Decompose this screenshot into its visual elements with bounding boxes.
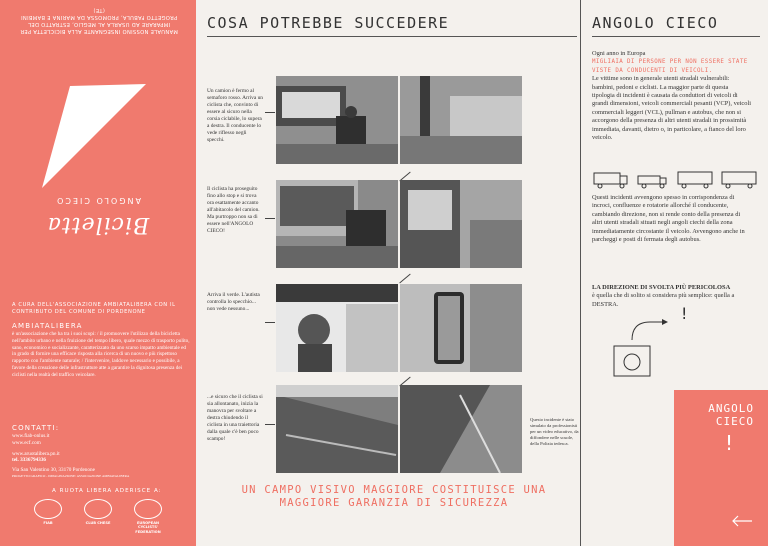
step-2-photo-right bbox=[400, 180, 522, 268]
step-1-dash bbox=[265, 112, 275, 113]
step-3-photo-right bbox=[400, 284, 522, 372]
contact-phone: tel. 3336794336 bbox=[12, 457, 47, 464]
contacts-block bbox=[12, 433, 190, 479]
contact-web-1[interactable]: www.fiab-onlus.it bbox=[12, 433, 50, 439]
contact-address: Via San Valentino 30, 33170 Pordenone bbox=[12, 467, 95, 474]
step-4-dash bbox=[265, 424, 275, 425]
paragraph-2: Questi incidenti avvengono spesso in corrispondenza di incroci, confluenze e rotatorie allorché il conducente, cambiando direzione, non si rende conto della presenza di altri utenti stradali situati negli angoli ciechi della zona immediatamente circostante il veicolo. Avvengono anche in parcheggi e posti di fermata degli autobus. bbox=[592, 194, 745, 244]
step-1-text: Un camion è fermo al semaforo rosso. Arriva un ciclista che, convinto di essere al sicuro nella corsia ciclabile, lo supera a destra. Il conducente lo vede riflesso negli specchi. bbox=[207, 88, 263, 143]
middle-title-rule bbox=[207, 36, 577, 37]
step-3-photo-left bbox=[276, 284, 398, 372]
intro-body: Le vittime sono in generale utenti stradali vulnerabili: bambini, pedoni e ciclisti. La maggior parte di questa tipologia di incidenti è causata da conduttori di veicoli di grandi dimensioni, veicoli commerciali pesanti (VCP), veicoli commerciali leggeri (VCL), pullman e autobus, che non si accorgono della presenza di altri utenti stradali in prossimità immediata, davanti, dietro o, in particolare, a fianco del loro veicolo. bbox=[592, 75, 752, 142]
step-3-text: Arriva il verde. L'autista controlla lo specchio... non vede nessuno... bbox=[207, 292, 260, 312]
association-title: AMBIATALIBERA bbox=[12, 322, 83, 330]
step-2-text: Il ciclista ha proseguito fino allo stop e si trova ora esattamente accanto all'abitacolo del camion. Ma purtroppo non sa di essere nell'ANGOLO CIECO! bbox=[207, 186, 260, 234]
flipped-note: MANUALE NOSSINO INSEGNANTE ALLA BICICLETTA PER IMPARARE AD USARLA AL MEGLIO, ESTRATTO DEL PROGETTO FABULA, PROMOSSA DA MARINA E BAMBINI (TE) bbox=[20, 7, 178, 34]
intro-text bbox=[592, 50, 752, 142]
contact-web-3[interactable]: www.aruotalibera.pn.it bbox=[12, 450, 60, 457]
step-2-dash bbox=[265, 218, 275, 219]
step-1-photo-left bbox=[276, 76, 398, 164]
direction-body: è quella che di solito si considera più semplice: quella a DESTRA. bbox=[592, 292, 735, 308]
step-4-photo-left bbox=[276, 385, 398, 473]
triangle-graphic bbox=[30, 78, 150, 198]
brand-script-logo: Biciletta bbox=[46, 212, 150, 237]
logo-club: CLUB CHESE bbox=[78, 497, 118, 533]
contact-web-2[interactable]: www.ecf.com bbox=[12, 439, 41, 446]
middle-title: COSA POTREBBE SUCCEDERE bbox=[207, 14, 450, 32]
association-text: è un'associazione che ha tra i suoi scopi: / il promuovere l'utilizzo della bicicletta nell'ambito urbano e nella fruizione del tempo libero, quale mezzo di trasporto pulito, sano, economico e socializzante, caratterizzato da uno scarso impatto ambientale ed in grado di fornire una efficace risposta alla ricerca di un nuovo e più rispettoso rapporto con l'ambiente naturale; / l'intervenire, laddove necessario e possibile, a favore della creazione delle infrastrutture atte a garantire la dignitosa presenza dei ciclisti nella realtà del traffico veicolare. bbox=[12, 331, 190, 378]
step-2-photo-left bbox=[276, 180, 398, 268]
tagline: UN CAMPO VISIVO MAGGIORE COSTITUISCE UNA MAGGIORE GARANZIA DI SICUREZZA bbox=[241, 484, 547, 509]
step-4-text: ...e sicuro che il ciclista si sia allontanato, inizia la manovra per svoltare a destra chiudendo il ciclista in una traiettoria dalla quale c'è ben poco scampo! bbox=[207, 394, 263, 442]
right-title: ANGOLO CIECO bbox=[592, 14, 719, 32]
step-3-dash bbox=[265, 322, 275, 323]
badge-exclamation: ! bbox=[722, 431, 736, 455]
left-panel bbox=[0, 0, 196, 546]
direction-bold: LA DIREZIONE DI SVOLTA PIÙ PERICOLOSA bbox=[592, 284, 731, 291]
warning-mark: ! bbox=[681, 304, 688, 323]
step-2-connector bbox=[399, 274, 410, 284]
logo-ecf: EUROPEAN CYCLISTS' FEDERATION bbox=[128, 497, 168, 533]
logo-fiab: FIAB bbox=[28, 497, 68, 533]
step-4-photo-right bbox=[400, 385, 522, 473]
video-caption: Questo incidente è stato simulato da professionisti per un video educativo, da diffondere nelle scuole, della Polizia tedesca. bbox=[530, 417, 579, 446]
brand-subtitle: ANGOLO CIECO bbox=[55, 196, 141, 205]
intro-lead: Ogni anno in Europa bbox=[592, 50, 646, 57]
vehicles-icons bbox=[592, 168, 760, 190]
adheres-label: A RUOTA LIBERA ADERISCE A: bbox=[52, 488, 162, 494]
column-divider bbox=[580, 0, 581, 546]
badge-line-2: CIECO bbox=[715, 415, 754, 428]
turn-diagram bbox=[592, 300, 692, 380]
back-arrow-icon[interactable] bbox=[730, 514, 754, 528]
contact-credits: PROGETTO GRAFICO - IMPAGINAZIONE: ASSOCIAZIONE AMBIATALIBERA bbox=[12, 473, 130, 478]
step-1-photo-right bbox=[400, 76, 522, 164]
badge-line-1: ANGOLO bbox=[708, 402, 754, 415]
right-title-rule bbox=[592, 36, 760, 37]
contacts-title: CONTATTI: bbox=[12, 424, 60, 432]
curatela-text: A CURA DELL'ASSOCIAZIONE AMBIATALIBERA CON IL CONTRIBUTO DEL COMUNE DI PORDENONE bbox=[12, 302, 176, 315]
intro-highlight: MIGLIAIA DI PERSONE PER NON ESSERE STATE VISTE DA CONDUCENTI DI VEICOLI. bbox=[592, 59, 748, 74]
